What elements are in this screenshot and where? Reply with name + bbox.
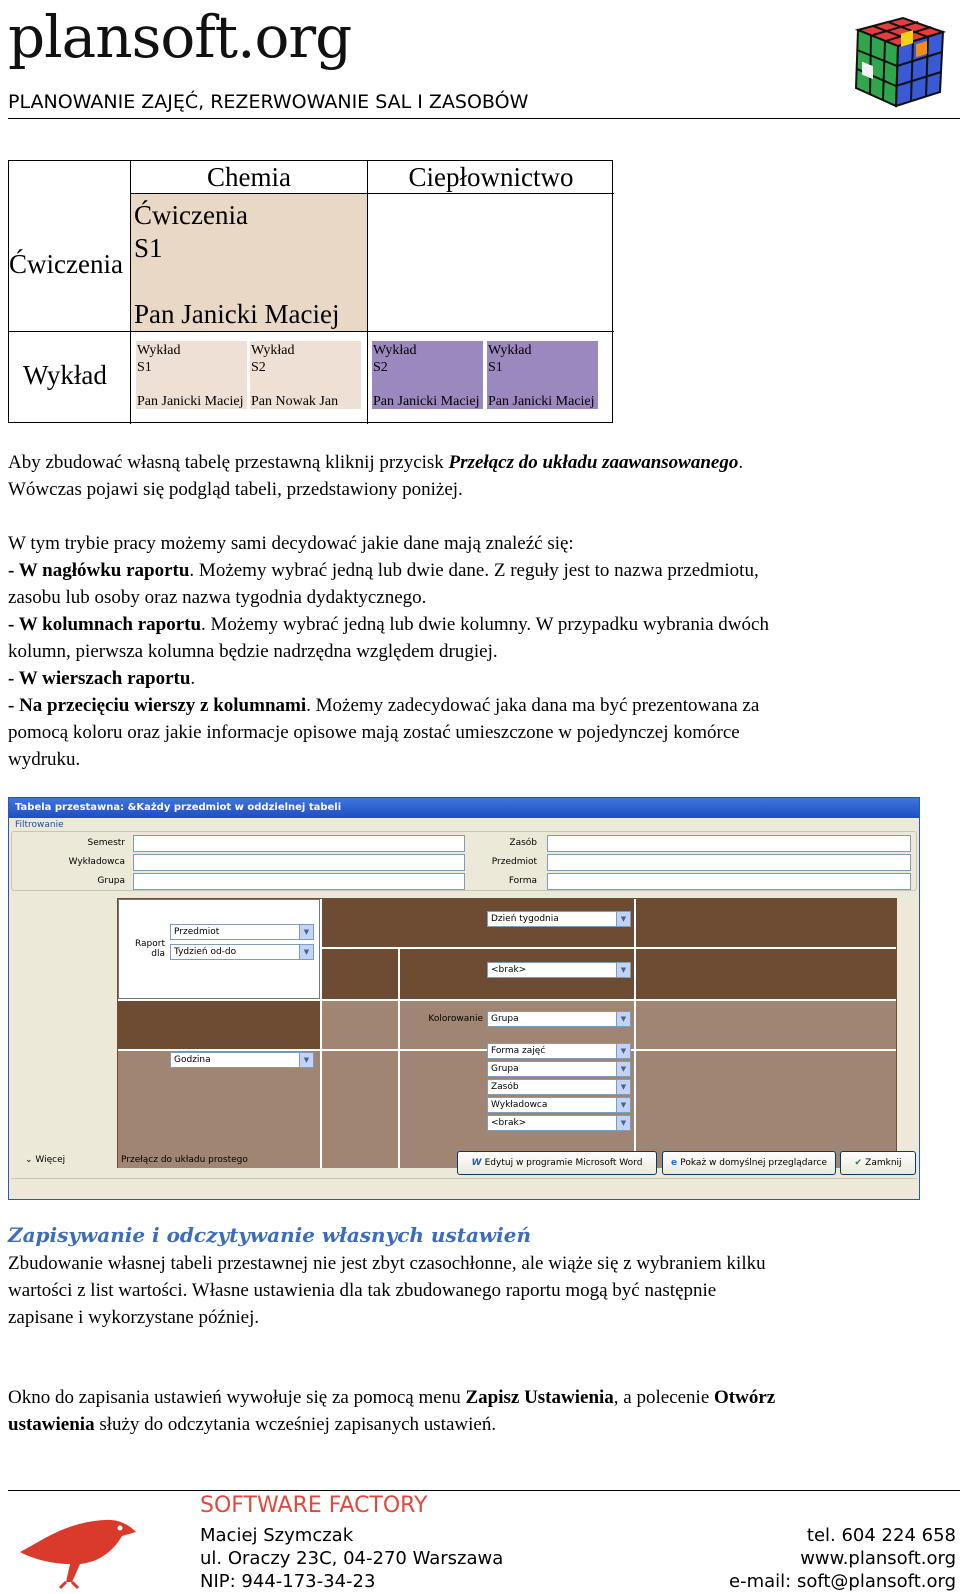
- chevron-down-icon[interactable]: ▼: [616, 1098, 630, 1112]
- combo-przedmiot[interactable]: Przedmiot ▼: [170, 924, 314, 940]
- site-logo: plansoft.org: [8, 3, 352, 71]
- red-bird-logo-icon: [10, 1502, 140, 1590]
- combo-info-4[interactable]: Wykładowca ▼: [487, 1097, 631, 1113]
- chevron-down-icon[interactable]: ▼: [616, 1116, 630, 1130]
- footer-contact-left: Maciej Szymczak ul. Oraczy 23C, 04-270 Warszawa NIP: 944-173-34-23: [200, 1525, 504, 1592]
- status-bar: [11, 1178, 917, 1196]
- label-przedmiot: Przedmiot: [491, 857, 537, 867]
- lecture-cell: Wykład S2 Pan Nowak Jan: [249, 340, 362, 410]
- chevron-down-icon[interactable]: ▼: [299, 925, 313, 939]
- footer-contact-right: tel. 604 224 658 www.plansoft.org e-mail: soft@plansoft.org: [729, 1525, 956, 1592]
- browser-icon: e: [671, 1158, 681, 1168]
- grupa-input[interactable]: [133, 873, 465, 890]
- switch-simple-layout-link[interactable]: Przełącz do układu prostego: [121, 1155, 248, 1165]
- wykladowca-input[interactable]: [133, 854, 465, 871]
- edit-in-word-button[interactable]: W Edytuj w programie Microsoft Word: [457, 1151, 657, 1175]
- combo-dzien-tygodnia[interactable]: Dzień tygodnia ▼: [487, 911, 631, 927]
- lecture-cell: Wykład S2 Pan Janicki Maciej: [371, 340, 484, 410]
- przedmiot-input[interactable]: [547, 854, 911, 871]
- chevron-down-icon[interactable]: ▼: [616, 912, 630, 926]
- software-factory-brand: SOFTWARE FACTORY: [200, 1493, 428, 1518]
- label-kolorowanie: Kolorowanie: [428, 1014, 483, 1024]
- check-icon: ✔: [854, 1158, 866, 1168]
- section-paragraph-1: Zbudowanie własnej tabeli przestawnej nie jest zbyt czasochłonne, ale wiąże się z wybraniem kilku wartości z list wartości. Własne ustawienia dla tak zbudowanego raportu mogą być następnie zapisane i wykorzystane później.: [8, 1253, 766, 1328]
- chevron-down-icon[interactable]: ▼: [299, 1053, 313, 1067]
- combo-brak[interactable]: <brak> ▼: [487, 962, 631, 978]
- word-icon: W: [471, 1158, 485, 1168]
- chevron-down-icon[interactable]: ▼: [616, 963, 630, 977]
- section-heading: Zapisywanie i odczytywanie własnych ustawień: [8, 1223, 531, 1247]
- lecture-cell: Wykład S1 Pan Janicki Maciej: [135, 340, 248, 410]
- semestr-input[interactable]: [133, 835, 465, 852]
- footer-divider: [8, 1490, 960, 1491]
- label-zasob: Zasób: [509, 838, 537, 848]
- header-divider: [8, 118, 960, 119]
- close-button[interactable]: ✔ Zamknij: [840, 1151, 916, 1175]
- pivot-dialog-window: [8, 797, 920, 1200]
- dialog-title-bar: Tabela przestawna: &Każdy przedmiot w oddzielnej tabeli: [9, 798, 919, 818]
- chevron-down-icon: ⌄: [25, 1155, 36, 1165]
- label-grupa: Grupa: [97, 876, 125, 886]
- combo-kolorowanie[interactable]: Grupa ▼: [487, 1011, 631, 1027]
- forma-input[interactable]: [547, 873, 911, 890]
- combo-info-5[interactable]: <brak> ▼: [487, 1115, 631, 1131]
- column-header-chemia: Chemia: [207, 162, 291, 192]
- lecture-cell: Wykład S1 Pan Janicki Maciej: [486, 340, 599, 410]
- chevron-down-icon[interactable]: ▼: [616, 1062, 630, 1076]
- row-label-cwiczenia: Ćwiczenia: [9, 249, 123, 279]
- column-header-cieplownictwo: Ciepłownictwo: [408, 162, 574, 192]
- cell-type: Ćwiczenia: [134, 200, 248, 230]
- intro-paragraph: Aby zbudować własną tabelę przestawną kliknij przycisk Przełącz do układu zaawansowanego. Wówczas pojawi się podgląd tabeli, przedstawiony poniżej.: [8, 452, 744, 500]
- combo-info-3[interactable]: Zasób ▼: [487, 1079, 631, 1095]
- zasob-input[interactable]: [547, 835, 911, 852]
- label-wykladowca: Wykładowca: [68, 857, 125, 867]
- chevron-down-icon[interactable]: ▼: [616, 1044, 630, 1058]
- rubiks-cube-icon: [848, 10, 948, 110]
- combo-tydzien[interactable]: Tydzień od-do ▼: [170, 944, 314, 960]
- cell-teacher: Pan Janicki Maciej: [134, 299, 340, 329]
- chevron-down-icon[interactable]: ▼: [299, 945, 313, 959]
- filter-legend: Filtrowanie: [15, 820, 64, 830]
- chevron-down-icon[interactable]: ▼: [616, 1080, 630, 1094]
- combo-info-1[interactable]: Forma zajęć ▼: [487, 1043, 631, 1059]
- cell-group: S1: [134, 233, 163, 263]
- label-semestr: Semestr: [87, 838, 125, 848]
- site-subtitle: PLANOWANIE ZAJĘĆ, REZERWOWANIE SAL I ZASOBÓW: [8, 91, 529, 113]
- combo-godzina[interactable]: Godzina ▼: [170, 1052, 314, 1068]
- wiecej-toggle[interactable]: ⌄ Więcej: [25, 1155, 66, 1165]
- combo-info-2[interactable]: Grupa ▼: [487, 1061, 631, 1077]
- label-raport-dla: Raport dla: [134, 939, 165, 959]
- pivot-sample-table: [8, 160, 613, 423]
- options-list: W tym trybie pracy możemy sami decydować jakie dane mają znaleźć się: - W nagłówku raportu. Możemy wybrać jedną lub dwie dane. Z reguły jest to nazwa przedmiotu, zasobu lub osoby oraz nazwa tygodnia dydaktycznego. - W kolumnach raportu. Możemy wybrać jedną lub dwie kolumny. W przypadku wybrania dwóch kolumn, pierwsza kolumna będzie nadrzędna względem drugiej. - W wierszach raportu. - Na przecięciu wierszy z kolumnami. Możemy zadecydować jaka dana ma być prezentowana za pomocą koloru oraz jakie informacje opisowe mają zostać umieszczone w pojedynczej komórce wydruku.: [8, 533, 769, 770]
- chevron-down-icon[interactable]: ▼: [616, 1012, 630, 1026]
- label-forma: Forma: [508, 876, 537, 886]
- section-paragraph-2: Okno do zapisania ustawień wywołuje się za pomocą menu Zapisz Ustawienia, a polecenie Otwórz ustawienia służy do odczytania wcześniej zapisanych ustawień.: [8, 1387, 776, 1435]
- row-label-wyklad: Wykład: [23, 360, 107, 390]
- show-in-browser-button[interactable]: e Pokaż w domyślnej przeglądarce: [662, 1151, 836, 1175]
